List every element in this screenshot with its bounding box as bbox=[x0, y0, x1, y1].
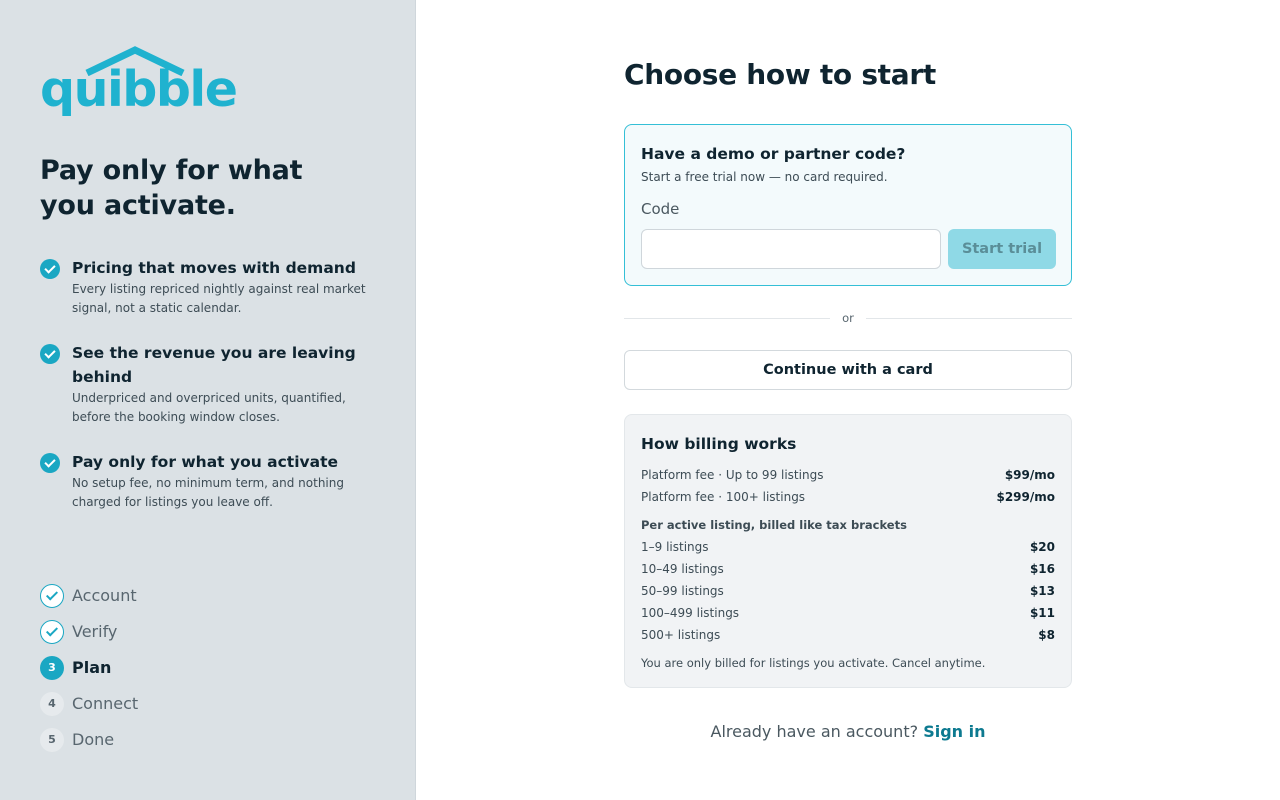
divider-right bbox=[866, 318, 1072, 319]
tier-price: $13 bbox=[1029, 584, 1055, 598]
tier-row bbox=[641, 626, 1055, 644]
check-circle-icon bbox=[40, 453, 60, 473]
step-verify bbox=[40, 620, 340, 644]
step-connect bbox=[40, 692, 340, 716]
promo-code-card bbox=[624, 124, 1072, 286]
step-number: 3 bbox=[40, 656, 64, 680]
step-number: 5 bbox=[40, 728, 64, 752]
feature-title: See the revenue you are leaving behind bbox=[72, 344, 356, 386]
tier-row bbox=[641, 604, 1055, 622]
tier-price: $8 bbox=[1038, 628, 1055, 642]
tier-row bbox=[641, 560, 1055, 578]
code-field-label: Code bbox=[641, 200, 680, 218]
tier-heading: Per active listing, billed like tax brackets bbox=[641, 518, 907, 532]
tier-price: $11 bbox=[1029, 606, 1055, 620]
step-label: Verify bbox=[72, 622, 118, 641]
billing-info-card bbox=[624, 414, 1072, 688]
tier-label: 500+ listings bbox=[641, 628, 721, 642]
sign-in-link[interactable]: Sign in bbox=[923, 722, 986, 741]
fee-label: Platform fee · 100+ listings bbox=[641, 490, 806, 504]
tier-label: 10–49 listings bbox=[641, 562, 724, 576]
feature-item bbox=[40, 450, 370, 514]
fee-price: $299/mo bbox=[996, 490, 1055, 504]
step-label: Done bbox=[72, 730, 115, 749]
code-input[interactable] bbox=[641, 229, 941, 269]
tier-label: 1–9 listings bbox=[641, 540, 709, 554]
step-check-icon bbox=[40, 584, 64, 608]
feature-title: Pricing that moves with demand bbox=[72, 259, 356, 277]
feature-desc: Every listing repriced nightly against real market signal, not a static calendar. bbox=[72, 282, 366, 315]
brand-wordmark: quibble bbox=[40, 61, 237, 118]
feature-item bbox=[40, 256, 370, 320]
tier-row bbox=[641, 582, 1055, 600]
code-card-heading: Have a demo or partner code? bbox=[641, 145, 906, 163]
or-divider-text: or bbox=[842, 311, 854, 325]
quibble-logo bbox=[40, 46, 237, 124]
fee-label: Platform fee · Up to 99 listings bbox=[641, 468, 824, 482]
code-card-subtitle: Start a free trial now — no card required. bbox=[641, 170, 888, 184]
step-check-icon bbox=[40, 620, 64, 644]
feature-desc: Underpriced and overpriced units, quantified, before the booking window closes. bbox=[72, 391, 346, 424]
tier-price: $16 bbox=[1029, 562, 1055, 576]
fee-price: $99/mo bbox=[1004, 468, 1055, 482]
continue-with-card-button[interactable]: Continue with a card bbox=[624, 350, 1072, 390]
step-plan bbox=[40, 656, 340, 680]
feature-title: Pay only for what you activate bbox=[72, 453, 339, 471]
step-number: 4 bbox=[40, 692, 64, 716]
tier-row bbox=[641, 538, 1055, 556]
step-account bbox=[40, 584, 340, 608]
feature-desc: No setup fee, no minimum term, and nothing charged for listings you leave off. bbox=[72, 476, 344, 509]
step-label: Plan bbox=[72, 658, 112, 677]
platform-fee-row bbox=[641, 488, 1055, 506]
platform-fee-row bbox=[641, 466, 1055, 484]
feature-item bbox=[40, 341, 370, 429]
tier-label: 100–499 listings bbox=[641, 606, 740, 620]
step-done bbox=[40, 728, 340, 752]
billing-heading: How billing works bbox=[641, 435, 797, 453]
left-panel bbox=[0, 0, 416, 800]
divider-left bbox=[624, 318, 830, 319]
tier-label: 50–99 listings bbox=[641, 584, 724, 598]
signin-prompt bbox=[624, 720, 1072, 744]
left-headline: Pay only for what you activate. bbox=[40, 155, 303, 221]
start-trial-button[interactable]: Start trial bbox=[948, 229, 1056, 269]
page-title: Choose how to start bbox=[624, 58, 936, 91]
billing-note: You are only billed for listings you activate. Cancel anytime. bbox=[641, 656, 986, 670]
signin-prompt-text: Already have an account? bbox=[710, 722, 919, 741]
step-label: Account bbox=[72, 586, 137, 605]
tier-price: $20 bbox=[1029, 540, 1055, 554]
check-circle-icon bbox=[40, 259, 60, 279]
check-circle-icon bbox=[40, 344, 60, 364]
step-label: Connect bbox=[72, 694, 139, 713]
